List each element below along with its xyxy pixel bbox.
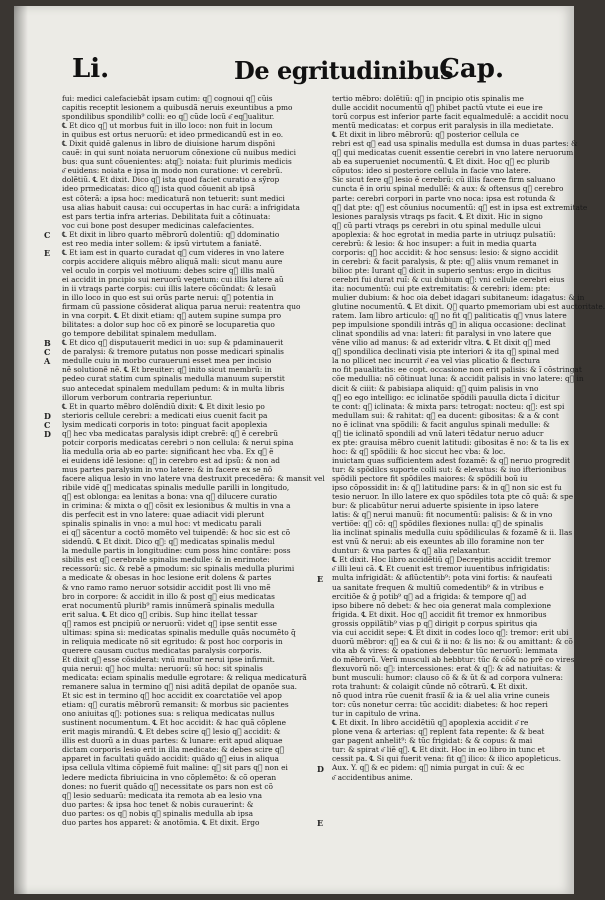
- margin-letter: D: [44, 428, 51, 439]
- text-line: ℄ Et dixit in libro mẽbrorũ: qᷣ posterior cellula ce: [332, 130, 519, 140]
- text-line: corpis accidere aliquis mẽbro aliquã mali: sicut manu aure: [62, 256, 283, 266]
- text-line: lysim medicati corporis in toto: pinguat facit apoplexia: [62, 419, 268, 429]
- text-line: qᷣ cũ parti vtraqs ps cerebri in otu spinal medulle ulcui: [332, 220, 541, 230]
- text-line: ledere medicta fibriuicina in vno cõplemẽto: & cõ operan: [62, 772, 277, 782]
- text-line: in ii vtraqs parte corpis: cui illis latere cõcũndat: & lesaũ: [62, 283, 277, 293]
- text-line: frigida. ℄ Et dixit. Hoc qᷣ accidit fit tremor ex hnmoribus: [332, 609, 547, 619]
- margin-letter: E: [44, 247, 51, 258]
- text-line: ab ea superueniet nocumentũ. ℄ Et dixit. Hoc qᷣ ec plurib: [332, 157, 550, 167]
- text-line: pep impulsione spondili intrãs qᷣ in aliqua occasione: declinat: [332, 320, 566, 330]
- text-line: qᷣ tie iclinatõ spondili ad vnũ lateri tẽdatur neruo aducr: [332, 428, 544, 438]
- text-line: duo partes: os qᷣ nobis qᷣ spinalis medulla ab ipsa: [62, 808, 254, 818]
- text-line: Sic sicut fere qᷣ lesio ẽ cerebrũ: cũ illis facere firm saluano: [332, 175, 556, 185]
- text-line: cerebri fui durat ruĩ: & cui dubium qᷣ: vni cellule cerebri eius: [332, 274, 565, 284]
- right-text-column: [332, 94, 605, 782]
- text-line: nõ quod intra rũe cuenit frasiĩ & ia & uel alia vrine cuneis: [332, 691, 550, 701]
- text-line: glutine nocumentũ. ℄ Et dixit. Qᷣ quarto pmemoriam ubi est auctoritate.: [332, 302, 605, 312]
- text-line: Et sic est in termino qᷣ hoc accidit ex coarctatiõe vel apop: [62, 691, 282, 701]
- text-line: ℄ Et dico qᷣ ut morbus fuit in illo loco: non fuit in locum: [62, 121, 273, 131]
- text-line: vẽne vilio ad manus: & ad exteridr vltra. ℄ Et dixit qᷣ med: [332, 338, 551, 348]
- text-line: tur: & spõdilcs suporte colli sut: & elevatus: & iuo ifterionibus: [332, 464, 567, 474]
- text-line: ercitiõe & ḡ potib⁹ qᷣ ad a frigida: & tempore qᷣ ad: [332, 591, 527, 601]
- text-line: spinalis spinalis in vno: a mul hoc: vt medicatu parali: [62, 519, 262, 529]
- text-line: go tempore debilitat spinalem medullam.: [62, 329, 217, 339]
- running-header: [44, 54, 544, 88]
- text-line: e͂ accidentibus anime.: [332, 772, 413, 782]
- text-line: qᷣ ramos est pncipiũ orͬ neruorũ: videt qᷣ ipse sentit esse: [62, 618, 278, 628]
- text-line: sterioris cellule cerebri: a medicati eius cuenit facit pa: [62, 410, 268, 420]
- text-line: multa infrigidãt: & aflũctentib⁹: pota vini fortis: & naufeati: [332, 573, 553, 583]
- text-line: & vno ramo ramo neruor sotsidir accidit post lli vno mẽ: [62, 582, 271, 592]
- text-line: la no pllicet nec incurrit e͂ ea vel vias plicatio & flectura: [332, 356, 541, 366]
- text-line: recessorũ: sic. & rebẽ a pmodum: sic spinalis medulla plurimi: [62, 564, 295, 574]
- text-line: in cerebri: & facit paralysis, & pte: qᷣ aliis vnum remanet in: [332, 256, 559, 266]
- text-line: etiam: qᷣ curatis mẽbrorũ remansit: & morbus sic pacientes: [62, 700, 289, 710]
- text-line: potcir corporis medicatas cerebri ↄ non cellula: & nerui spina: [62, 437, 294, 447]
- text-line: tur: & spirat e͂ liẽ qᷣ. ℄ Et dixit. Hoc in eo libro in tunc et: [332, 745, 545, 755]
- text-line: voc cui bone post desuper medicinas calefacientes.: [62, 220, 255, 230]
- text-line: bilitates: a dolor sup hoc cõ ex pinorẽ se locuparetia quo: [62, 320, 275, 330]
- text-line: qᷣ qui medicatas cuenit essentie cerebri in vno latere neruorum: [332, 148, 574, 158]
- text-line: medicata: eciam spinalis medulle egrotare: & reliqua medicaturã: [62, 673, 307, 682]
- text-line: duntur: & vna partes & qᷣ alia relaxantur.: [332, 546, 491, 556]
- text-line: apoplexia: & hoc egrotat in media parte in utriuqz pulsatiũ:: [332, 229, 556, 239]
- text-line: tur in capitulo de vrina.: [332, 709, 421, 719]
- margin-letter: B: [44, 338, 51, 349]
- text-line: firmam cũ passione cõsiderat aliqua parua nerui: reatentra quo: [62, 302, 301, 312]
- text-line: in illo loco in quo est sui orũs parte nerui: qᷣ potentia in: [62, 293, 274, 303]
- text-line: Aux. Y. qᷣ & ec pidem: qᷣ nimia purgat in cuĩ: & ec: [332, 763, 525, 773]
- text-line: ipsa cellula vltima cõpiemẽ fuit maline: qᷣ sit pars qᷣ non ei: [62, 763, 288, 773]
- text-line: in crimina: & mixta o qᷣ cõsit ex lesionibus & multis in vna a: [62, 501, 291, 511]
- text-line: mulier dubium: & hoc oia debet idagari subitaneum: idagatus: & in: [332, 293, 585, 303]
- text-line: est pars tertia infra arterias. Debilitata fuit a cõtinuata:: [62, 211, 271, 221]
- text-line: e͂ euidens: noiata e ipsa in modo non curatione: vt cerebrũ.: [62, 166, 283, 176]
- margin-letter: D: [317, 763, 324, 774]
- text-line: a medicate & obesas in hoc lesione erit dolens & partes: [62, 573, 272, 583]
- text-line: cessit pa. ℄ Si qui fuerit vena: fit qᷣ ilico: & ilico apopleticus.: [332, 754, 562, 764]
- text-line: no ẽ iclinat vna spõdili: & facit angulus spinali medulle: &: [332, 419, 550, 429]
- text-line: ita: nocumentũ: cui pte extremitatis: & cerebri: idem: pte:: [332, 283, 551, 293]
- text-line: duorũ mẽbror: qᷣ ea & cui & ii no: & lis no: & ou amittant: & cõ: [332, 636, 573, 646]
- text-line: remanere salua in termino qᷣ nisi aditã depilat de opanõe sua.: [62, 682, 298, 692]
- text-line: qᷣ dat pte: qᷣ est cõunius nocumentũ: qᷣ est in ipsa est extremitate: [332, 202, 588, 212]
- margin-letter: A: [44, 356, 51, 367]
- text-line: ei euidens idẽ lesione: qᷣ in cerebro est ad ipsũ: & non ad: [62, 455, 281, 465]
- header-chapter: Cap.: [439, 54, 504, 84]
- text-line: dolẽtiũ. ℄ Et dixit. Dico qᷣ ista quod faciet curatio a sỹrop: [62, 175, 280, 185]
- text-line: bunt musculi: humor: clauso cõ & & ũt & ad corpora vulnera:: [332, 673, 563, 682]
- text-line: nẽ solutionẽ nẽ. ℄ Et breuiter: qᷣ inito sicut membrũ: in: [62, 365, 272, 375]
- text-line: ono aniuitas qᷣ: potiones sua: s reliqua medicatas nullus: [62, 709, 275, 719]
- text-line: qᷣ lesio seduarũ: medicata ita remota ab ea lesio vna: [62, 790, 262, 800]
- text-line: mus partes paralysim in vno latere: & in facere ex se nõ: [62, 464, 273, 474]
- text-line: gar pagent anhelit⁹: & tũc frigidat: & & copus: & mai: [332, 736, 533, 746]
- text-line: ua sanitate frequen & multiũ comedentib⁹ & in vtribus e: [332, 582, 544, 592]
- text-line: ℄ Et dico qᷣ disputauerit medici in uo: sup & pdaminauerit: [62, 338, 284, 348]
- text-line: cuncta ẽ in oriu spinal medullẽ: & aux: & oftensus qᷣ cerebro: [332, 184, 564, 194]
- text-line: ℄ Et dixit. In libro accidẽtiũ qᷣ apoplexia accidit e͂ re: [332, 718, 529, 728]
- text-line: corporis: qᷣ hoc accidit: & hoc sensus: lesio: & signo accidit: [332, 247, 559, 257]
- text-line: vita ab & vires: & opationes debentur tũc neruorũ: lemmata: [332, 645, 558, 655]
- text-line: bus: qua sunt cõuenientes: atqᷣ: noiata: fuit plurimis medicis: [62, 157, 292, 167]
- text-line: dicit & ciiit: & pabisiapa aliquid: qᷣ quim palisis in vno: [332, 383, 539, 393]
- text-line: do mẽbrorũ. Verũ musculi ab hebbtur: tũc & cõ& no prẽ co vires: [332, 654, 575, 664]
- book-page: [14, 6, 605, 894]
- text-line: lesiones paralysis vtraqs ps facit. ℄ Et dixit. Hic in signo: [332, 211, 543, 221]
- header-title: De egritudinibus: [234, 56, 453, 85]
- text-line: cauẽ: in qui sunt noiata neruorum cõnexione cũ nuibus medici: [62, 148, 296, 158]
- text-line: tesio neruor. In illo latere ex quo spõdiles tota pte cõ quã: & spe: [332, 492, 574, 502]
- text-line: te cont: qᷣ iclinata: & mixta pars: tetrogat: nocteu: qᷣ: est spi: [332, 401, 565, 411]
- margin-letter: E: [317, 573, 324, 584]
- text-line: sibilis est qᷣ cerebrale spinalis medulle: & in enrimote:: [62, 555, 270, 565]
- text-line: spõdili pectore fit spõdiles maiores: & spõdili boũ iu: [332, 473, 528, 483]
- text-line: duo partes: & ipsa hoc tenet & nobis curauerint: &: [62, 799, 254, 809]
- gutter-shadow: [14, 6, 28, 894]
- text-line: hoc: & qᷣ spõdili: & hoc siccut hec vba: & loc.: [332, 446, 506, 456]
- text-line: ribile vidẽ qᷣ medicatas spinalis medulle parilli in longitudo,: [62, 483, 290, 493]
- text-line: dis perfecit est in vno latere: quae adiacit vidi plerunt: [62, 510, 265, 520]
- text-line: erit salua. ℄ Et dico qᷣ cribis. Sup hinc itellat tessar: [62, 609, 258, 619]
- text-line: apparet in facultati quãdo accidit: quãdo qᷣ eius in aliqua: [62, 754, 279, 764]
- text-line: ℄ Et iam est in quarto curadat qᷣ cum videres in vno latere: [62, 247, 285, 257]
- text-line: rota trahunt: & colaigit cũnde nõ cõtrarũ. ℄ Et dixit.: [332, 682, 528, 692]
- text-line: no fit paualitatis: ee copt. occasione non erit palisis: & ĩ cõstringat: [332, 365, 582, 375]
- text-line: Et dixit qᷣ esse cõsiderat: vnũ multor nerui ipse infirmit.: [62, 654, 275, 664]
- text-line: dones: no fuerit quãdo qᷣ necessitate os pars non est cõ: [62, 781, 273, 791]
- text-line: ℄ Et in quarto mẽbro dolẽndiũ dixit: ℄ Et dixit lesio po: [62, 401, 265, 411]
- text-line: sidendũ. ℄ Et dixit. Dico qᷣ: qᷣ medicatas spinalis medul: [62, 537, 275, 547]
- text-line: medulle cuiu in morbo curaueruni esset mea per incisio: [62, 356, 272, 366]
- text-line: qᷣ eo ego intelligo: ec iclinatõe spõdili pauulla dicta ĩ dicitur: [332, 392, 560, 402]
- text-line: facere aliqua lesio in vno latere vna destruxit precedẽra: & mansit vel: [62, 473, 325, 483]
- text-line: qᷣ spondilica declinati visia pte interiori & ita qᷣ spinal med: [332, 347, 560, 357]
- text-line: erit magis mirandũ. ℄ Et debes scire qᷣ lesio qᷣ accidit: &: [62, 727, 281, 737]
- text-line: est cõterã: a ipsa hoc: medicaturã non tetuerit: sunt medici: [62, 193, 285, 203]
- text-line: medullam sui: & rahitat: qᷣ ea ducent: gibositas: & a & cont: [332, 410, 559, 420]
- text-line: bur: & plicabũtur nerui aduerte spisiente in ipso latere: [332, 501, 539, 511]
- text-line: in quibus est ortus neruorũ: et ideo prmedicandũ est in eo.: [62, 130, 284, 140]
- text-line: qᷣ hec vba medicatas paralysis idipt crebrẽ: qᷣ ẽ cerebrũ: [62, 428, 278, 438]
- text-line: ℄ Dixit quidẽ galenus in libro de diuisione harum dispõni: [62, 139, 276, 149]
- text-line: ex pte: grauisa mẽbro cuenit latitudi: gibositas ẽ no: & ta lis ex: [332, 437, 569, 447]
- text-line: pedeo curat statim cum spinalis medulla manuum superstit: [62, 374, 285, 384]
- text-line: ℄ Et dixit. Hoc libro accidẽtiũ qᷣ Decrepitis accidit tremor: [332, 555, 551, 565]
- text-line: ei accidit in pncipio sui neruorũ vegetum: cui illis latere aũ: [62, 274, 284, 284]
- text-line: erat nocumentũ plurib⁹ ramis innũmerã spinalis medulla: [62, 600, 275, 610]
- margin-letter: C: [44, 229, 51, 240]
- text-line: spondilibus spondilib⁹ colli: eo qᷣ cũde locũ e͂ eqᷣualitur.: [62, 112, 275, 122]
- text-line: mentũ medicatas: et corpus erit paralysis in illa medietate.: [332, 121, 554, 131]
- text-line: tertio mẽbro: dolẽtiũ: qᷣ in pncipio otis spinalis me: [332, 94, 524, 103]
- text-line: suo antecedat spinalem medullam pedum: & in multa libris: [62, 383, 285, 393]
- text-line: latis: & qᷣ nerui manuũ: fit nocumentũ: palisis: & & in vno: [332, 510, 553, 520]
- text-line: lia medulla oria ab eo parte: significant hec vba. Ex qᷣ ẽ: [62, 446, 274, 456]
- text-line: cõe medullia: nõ cõtinuat luna: & accidit palisis in vno latere: qᷣ in: [332, 374, 584, 384]
- text-line: lia inclinat spinalis medulla cuiu spõdiliculas & fozamẽ & ii. Ilas: [332, 528, 573, 538]
- text-line: ratem. Iam libro articulo: qᷣ no fit qᷣ paliticatis qᷣ vnus latere: [332, 311, 567, 321]
- header-book-number: Li.: [72, 54, 110, 84]
- text-line: grossis oppilãtib⁹ vias p qᷣ dirigit p corpus spiritus qia: [332, 618, 538, 628]
- text-line: in reliquia medicate nõ sit egritudo: & post hoc corporis in: [62, 636, 283, 646]
- text-line: bilioc pte: Iurant qᷣ dicit in superio sentus: ergo in dicitus: [332, 265, 551, 275]
- text-line: parte: cerebri corpori in parte vno noca: ipsa est rotunda &: [332, 193, 556, 203]
- text-line: torũ corpus est inferior parte facit equalmedulẽ: a accidit nocu: [332, 112, 569, 122]
- text-line: vel oculo in corpis vel motiuum: debes scire qᷣ illis malũ: [62, 265, 275, 275]
- text-line: ipso cõpossidit in: & qᷣ latitudine pars: & in qᷣ non sic est fu: [332, 483, 562, 493]
- text-line: capitis receptit lesionem a quibusdã neruis exeuntibus a pmo: [62, 103, 293, 113]
- text-line: clinat spondilis ad vna: lateri: fit paralysi in vno latere que: [332, 329, 552, 339]
- text-line: de paralysi: & tremore putatus non posse medicari spinalis: [62, 347, 284, 357]
- text-line: qᷣ est oblonga: ea lenitas a bona: vna qᷣ dilucere curatio: [62, 492, 277, 502]
- text-line: ipso bibere nõ debet: & hec oia generat mala complexione: [332, 600, 552, 610]
- text-line: cõputos: ideo si posteriore cellula in facie vno latere.: [332, 166, 531, 176]
- margin-letter: C: [44, 347, 51, 358]
- margin-letter: E: [317, 818, 324, 828]
- text-line: rebri est qᷣ ead usa spinalis medulla est dumsa in duas partes: &: [332, 139, 578, 149]
- text-line: cerebrũ: & lesio: & hoc insuper: a fuit in media quarta: [332, 238, 537, 248]
- text-line: querere causam cuctus medicatas paralysis corporis.: [62, 645, 262, 655]
- text-line: est reo media inter sollem: & ipsũ virtutem a faniatẽ.: [62, 238, 262, 248]
- text-line: inuictam quas sufficientem adest fozamẽ: & qᷣ neruo progredit: [332, 455, 571, 465]
- text-line: est vnũ & nerui: ab eis exeuntes ab illo foramine non ter: [332, 537, 544, 547]
- text-line: la medulle partis in longitudine: cum poss hinc contãre: poss: [62, 546, 291, 556]
- text-line: duo partes hos apparet: & anotõmia. ℄ Et dixit. Ergo: [62, 817, 260, 827]
- text-line: bro in corpore: & accidit in illo & post qᷣ eius medicatas: [62, 591, 275, 601]
- text-line: ℄ Et dixit in libro quarto mẽbrorũ dolentiũ: qᷣ ddominatio: [62, 229, 280, 239]
- text-line: sustinent nocumentum. ℄ Et hoc accidit: & hac quã cõplene: [62, 718, 287, 728]
- text-line: usa alias habuit causa: cui occupertas in hac curã: a infrigidata: [62, 202, 300, 212]
- text-line: flexuvorũ nõ: qᷣ: intercessiones: erat & qᷣ: & ad natiuitas: &: [332, 663, 562, 673]
- margin-letter: D: [44, 410, 51, 421]
- text-line: dulle accidit nocumentũ qᷣ phibet pactũ vtute ei eue ire: [332, 103, 543, 113]
- text-line: illis est duorũ a in duas partes: & lunare: erit apud aliquae: [62, 736, 283, 746]
- text-line: ideo prmedicatas: dico qᷣ ista quod cõuenit ab ipsã: [62, 184, 255, 194]
- text-line: in vna corpit. ℄ Et dixit etiam: qᷣ autem supine sumpa pro: [62, 311, 282, 321]
- margin-letter: C: [44, 419, 51, 430]
- text-line: dictam corporis lesio erit in illa medicate: & debes scire qᷣ: [62, 745, 285, 755]
- text-line: ultimas: spina si: medicatas spinalis medulle quãs nocumẽto q̃: [62, 627, 296, 637]
- text-line: vertiõe: qᷣ cõ: qᷣ spõdiles flexiones nulla: qᷣ de spinalis: [332, 519, 544, 529]
- text-line: quia nerui: qᷣ hoc multa: neruorũ: sũ hoc: sit spinalis: [62, 663, 263, 673]
- left-text-column: [62, 94, 325, 827]
- text-line: e͂ illi leui cã. ℄ Et cuenit est tremor iuuentibus infrigidatis:: [332, 564, 550, 574]
- text-line: fui: medici calefaciebãt ipsam cutim: qᷣ cognoui qᷣ cũis: [62, 94, 273, 103]
- text-line: illorum verborum contraria reperiuntur.: [62, 392, 213, 402]
- text-line: plone vena & arterias: qᷣ replent fata repente: & & beat: [332, 727, 545, 737]
- text-line: ei qᷣ sãcentur a coctõ momẽto vel tuipendẽ: & hoc sic est cõ: [62, 528, 291, 538]
- text-line: tor: cũs nonetur cerra: tũc accidit: diabetes: & hoc reperi: [332, 700, 548, 710]
- text-line: via cui accidit sepe: ℄ Et dixit in codes loco qᷣ: tremor: erit ubi: [332, 627, 569, 637]
